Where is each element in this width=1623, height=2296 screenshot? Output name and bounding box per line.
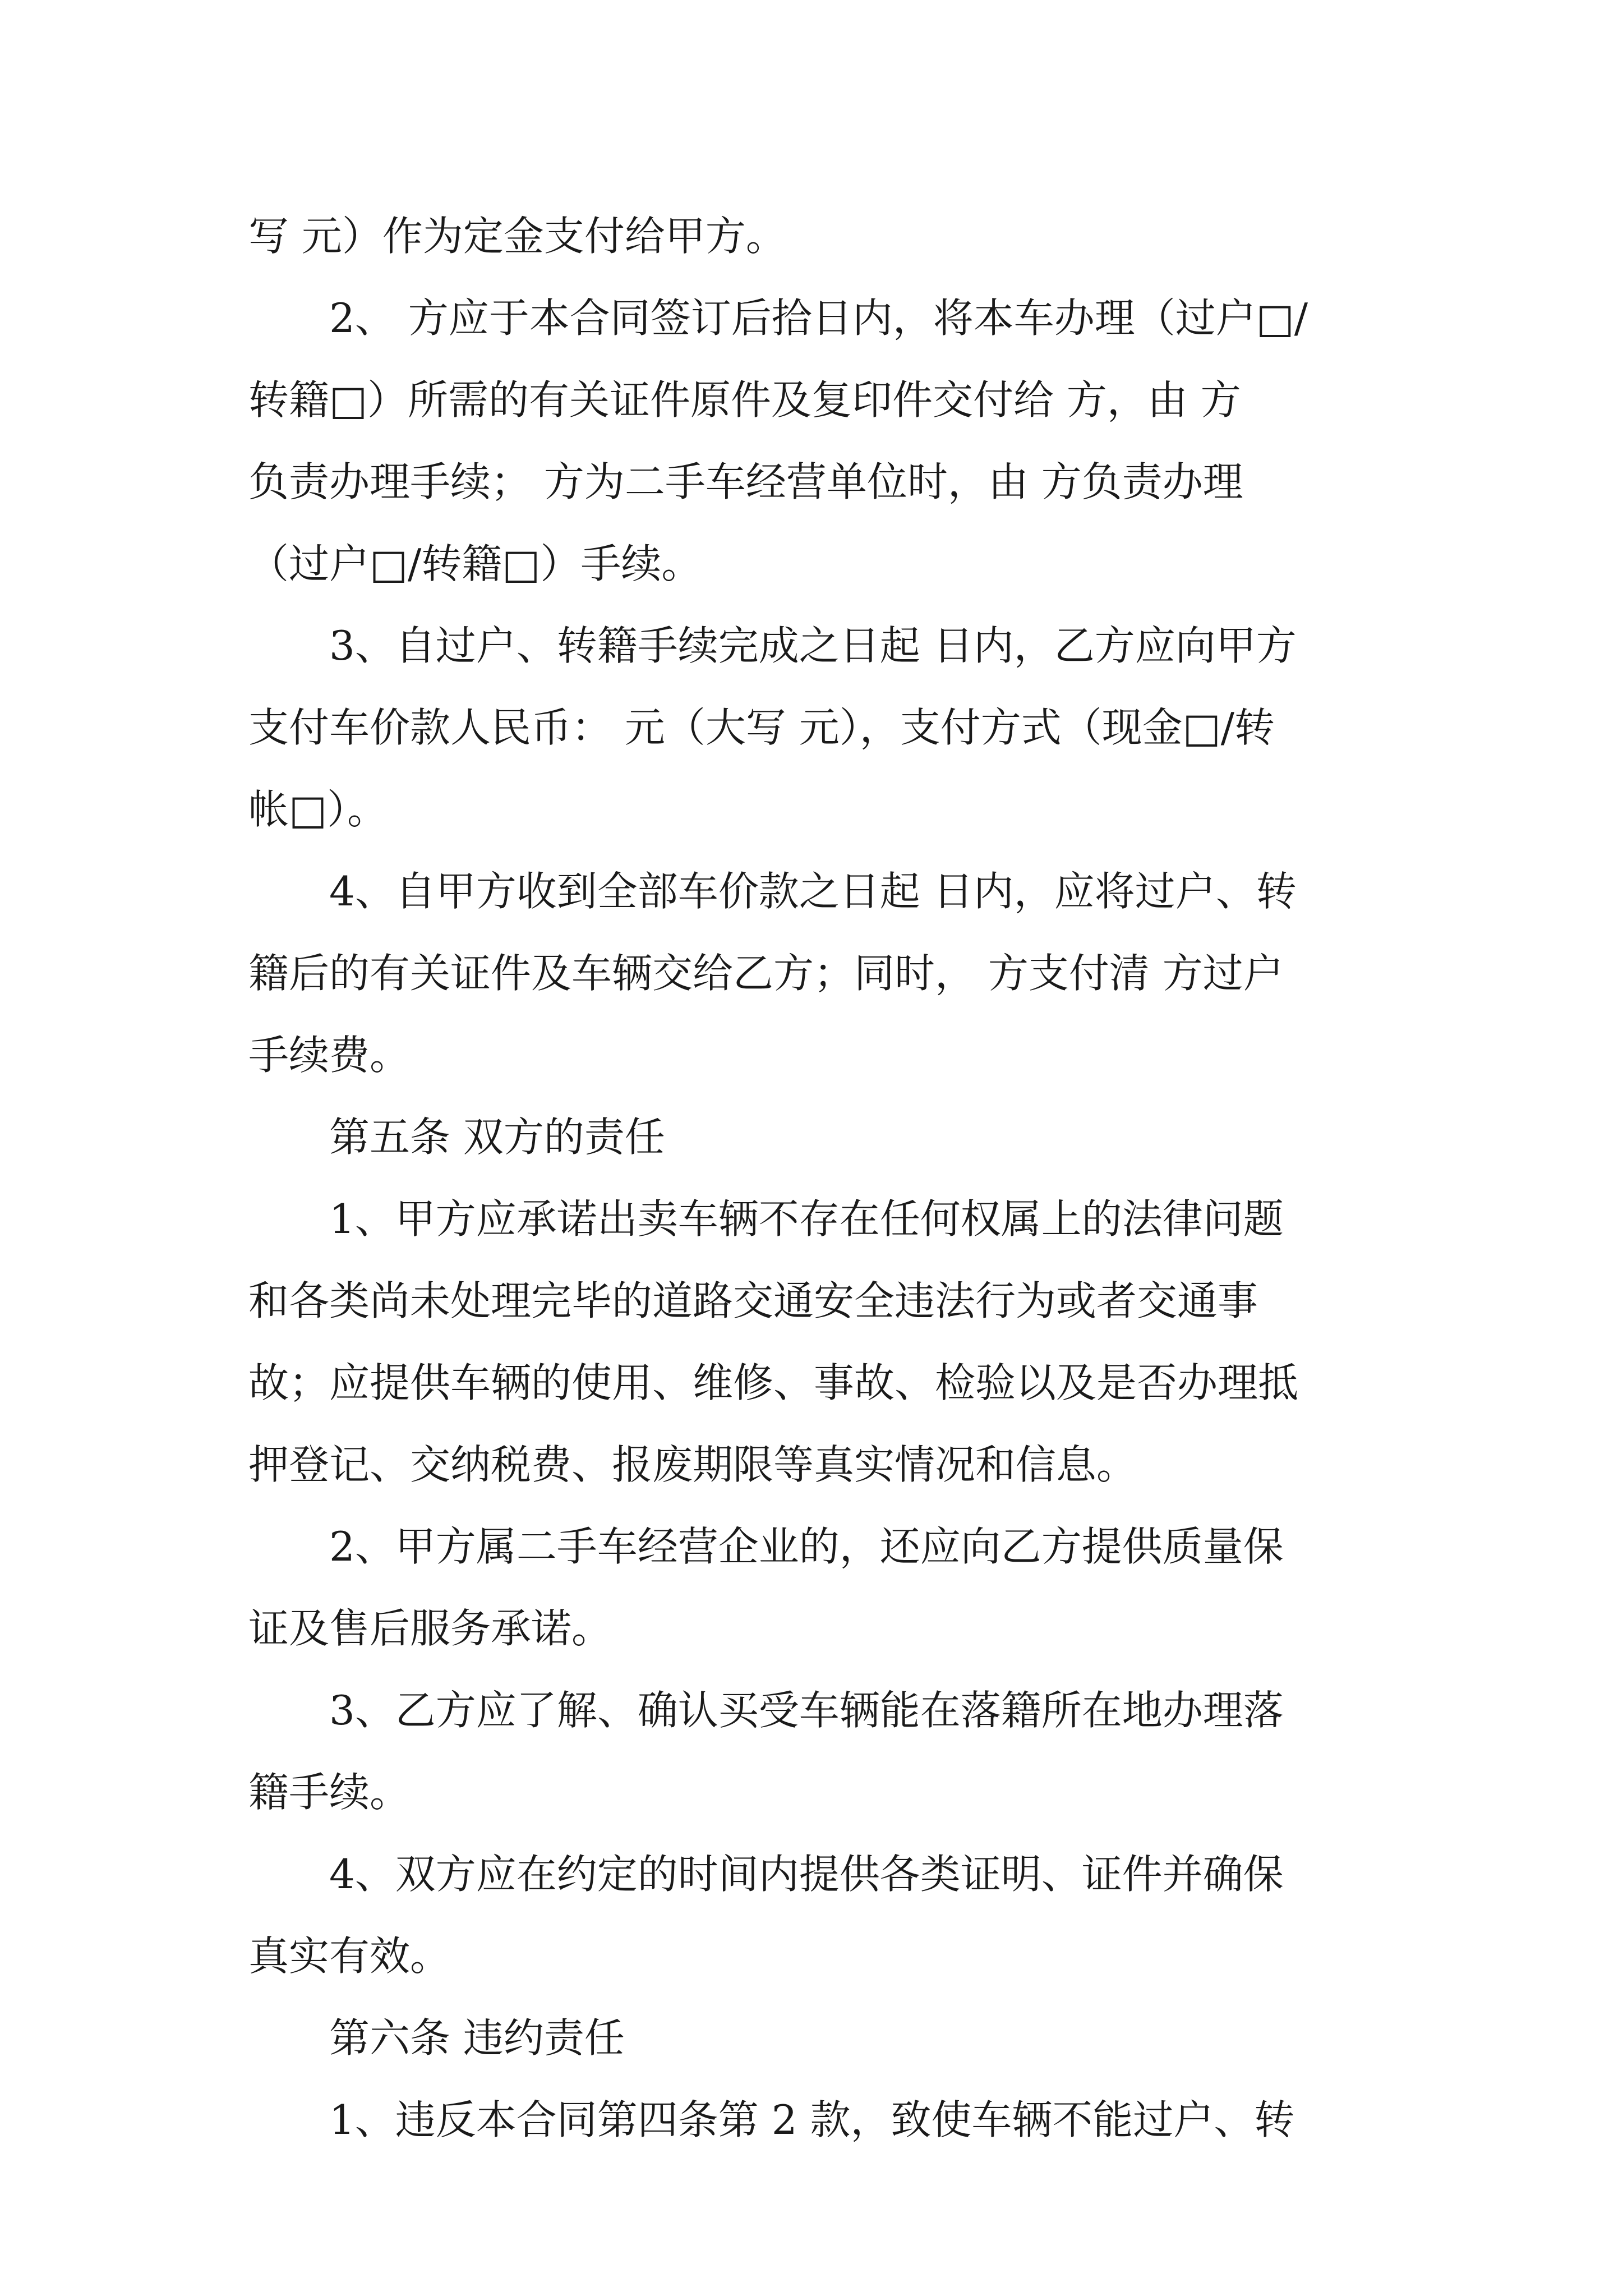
body-line: 4、自甲方收到全部车价款之日起 日内，应将过户、转 <box>248 868 1297 915</box>
body-line: 手续费。 <box>248 1032 411 1079</box>
section-heading: 第五条 双方的责任 <box>248 1114 665 1161</box>
body-line: 转籍□）所需的有关证件原件及复印件交付给 方，由 方 <box>248 376 1241 424</box>
body-line: 故；应提供车辆的使用、维修、事故、检验以及是否办理抵 <box>248 1359 1299 1406</box>
contract-body <box>248 195 1387 2161</box>
body-line: 押登记、交纳税费、报废期限等真实情况和信息。 <box>248 1441 1137 1488</box>
body-line: 写 元）作为定金支付给甲方。 <box>248 213 786 260</box>
body-line: 真实有效。 <box>248 1932 451 1980</box>
body-line: 3、自过户、转籍手续完成之日起 日内，乙方应向甲方 <box>248 622 1297 669</box>
body-line: （过户□/转籍□）手续。 <box>248 540 702 587</box>
body-line: 支付车价款人民币： 元（大写 元），支付方式（现金□/转 <box>248 704 1275 751</box>
body-line: 1、违反本合同第四条第 2 款，致使车辆不能过户、转 <box>248 2096 1295 2143</box>
section-heading: 第六条 违约责任 <box>248 2014 625 2062</box>
body-line: 3、乙方应了解、确认买受车辆能在落籍所在地办理落 <box>248 1687 1284 1734</box>
body-line: 负责办理手续； 方为二手车经营单位时，由 方负责办理 <box>248 458 1243 505</box>
body-line: 籍手续。 <box>248 1769 411 1816</box>
body-line: 和各类尚未处理完毕的道路交通安全违法行为或者交通事 <box>248 1277 1258 1324</box>
body-line: 1、甲方应承诺出卖车辆不存在任何权属上的法律问题 <box>248 1195 1284 1243</box>
body-line: 籍后的有关证件及车辆交给乙方；同时， 方支付清 方过户 <box>248 950 1284 997</box>
body-line: 帐□）。 <box>248 786 388 833</box>
body-line: 证及售后服务承诺。 <box>248 1605 612 1652</box>
body-line: 2、 方应于本合同签订后拾日内，将本车办理（过户□/ <box>248 295 1308 342</box>
body-line: 2、甲方属二手车经营企业的，还应向乙方提供质量保 <box>248 1523 1284 1570</box>
body-line: 4、双方应在约定的时间内提供各类证明、证件并确保 <box>248 1851 1284 1898</box>
